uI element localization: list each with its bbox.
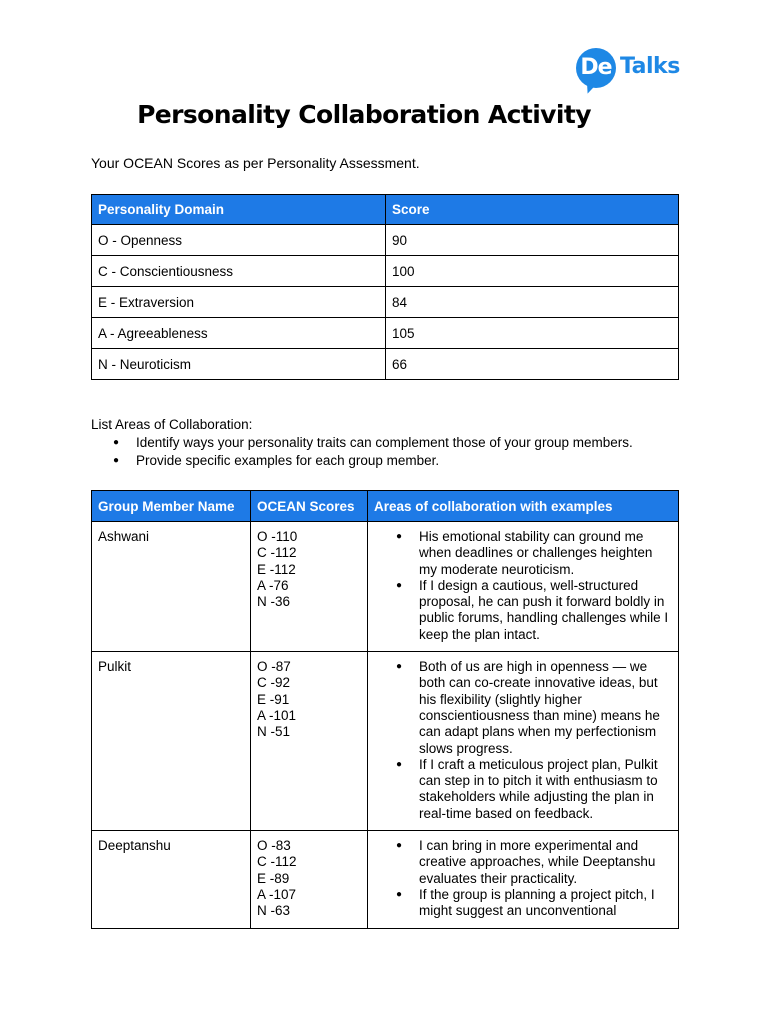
- score-cell: 84: [386, 287, 679, 318]
- member-examples-cell: [368, 652, 679, 831]
- score-line: E -89: [257, 870, 290, 886]
- table-row: [92, 225, 679, 256]
- table-row: [92, 349, 679, 380]
- score-table-header: [92, 195, 679, 225]
- table-row: [92, 256, 679, 287]
- domain-cell: N - Neuroticism: [92, 349, 386, 380]
- table-row: [92, 318, 679, 349]
- list-item: ● If I design a cautious, well-structured proposal, he can push it forward boldly in public forums, handling challenges while I keep the plan intact.: [374, 578, 672, 643]
- domain-cell: E - Extraversion: [92, 287, 386, 318]
- score-cell: 90: [386, 225, 679, 256]
- score-line: E -91: [257, 691, 290, 707]
- group-member-table: [91, 490, 679, 929]
- domain-cell: C - Conscientiousness: [92, 256, 386, 287]
- member-scores-cell: [251, 831, 368, 928]
- ocean-score-table: [91, 194, 679, 380]
- score-line: N -63: [257, 903, 291, 919]
- intro-text: Your OCEAN Scores as per Personality Assessment.: [91, 155, 420, 171]
- list-item: ● His emotional stability can ground me when deadlines or challenges heighten my moderate neuroticism.: [374, 529, 672, 578]
- collab-heading: List Areas of Collaboration:: [91, 417, 253, 432]
- member-scores-cell: [251, 522, 368, 652]
- list-item: ● If I craft a meticulous project plan, Pulkit can step in to pitch it with enthusiasm to stakeholders while adjusting the plan in real-time based on feedback.: [374, 757, 672, 822]
- list-item: ● If the group is planning a project pitch, I might suggest an unconventional: [374, 887, 672, 920]
- header-collab-areas: Areas of collaboration with examples: [368, 491, 679, 522]
- table-row: [92, 287, 679, 318]
- domain-cell: O - Openness: [92, 225, 386, 256]
- score-line: A -101: [257, 707, 297, 723]
- list-item: ● Provide specific examples for each group member.: [91, 452, 633, 470]
- example-list: [374, 529, 672, 643]
- score-line: C -112: [257, 545, 297, 561]
- member-examples-cell: [368, 522, 679, 652]
- member-scores-cell: [251, 652, 368, 831]
- detalks-logo: [576, 48, 686, 98]
- list-item: ● Both of us are high in openness — we both can co-create innovative ideas, but his flexibility (slightly higher conscientiousness than mine) means he can adapt plans when my perfectionism slows progress.: [374, 659, 672, 757]
- score-cell: 105: [386, 318, 679, 349]
- list-item: ● I can bring in more experimental and creative approaches, while Deeptanshu evaluates their practicality.: [374, 838, 672, 887]
- score-line: A -107: [257, 886, 297, 902]
- score-line: A -76: [257, 577, 289, 593]
- table-row: [92, 831, 679, 928]
- list-item: ● Identify ways your personality traits can complement those of your group members.: [91, 434, 633, 452]
- member-name-cell: Pulkit: [92, 652, 251, 831]
- score-line: C -92: [257, 675, 291, 691]
- score-line: N -51: [257, 724, 291, 740]
- example-list: [374, 659, 672, 822]
- member-name-cell: Ashwani: [92, 522, 251, 652]
- score-line: E -112: [257, 561, 296, 577]
- page-title: Personality Collaboration Activity: [137, 100, 591, 129]
- domain-cell: A - Agreeableness: [92, 318, 386, 349]
- logo-mark: De: [576, 48, 616, 88]
- instruction-list: [91, 434, 633, 470]
- score-cell: 66: [386, 349, 679, 380]
- table-row: [92, 522, 679, 652]
- score-cell: 100: [386, 256, 679, 287]
- score-line: N -36: [257, 594, 291, 610]
- score-line: O -83: [257, 838, 291, 854]
- member-name-cell: Deeptanshu: [92, 831, 251, 928]
- header-member-name: Group Member Name: [92, 491, 251, 522]
- score-line: O -87: [257, 659, 291, 675]
- member-examples-cell: [368, 831, 679, 928]
- score-line: C -112: [257, 854, 297, 870]
- example-list: [374, 838, 672, 919]
- table-row: [92, 652, 679, 831]
- header-personality-domain: Personality Domain: [92, 195, 386, 225]
- score-line: O -110: [257, 529, 298, 544]
- header-score: Score: [386, 195, 679, 225]
- member-table-header: [92, 491, 679, 522]
- header-ocean-scores: OCEAN Scores: [251, 491, 368, 522]
- logo-text: Talks: [620, 54, 680, 79]
